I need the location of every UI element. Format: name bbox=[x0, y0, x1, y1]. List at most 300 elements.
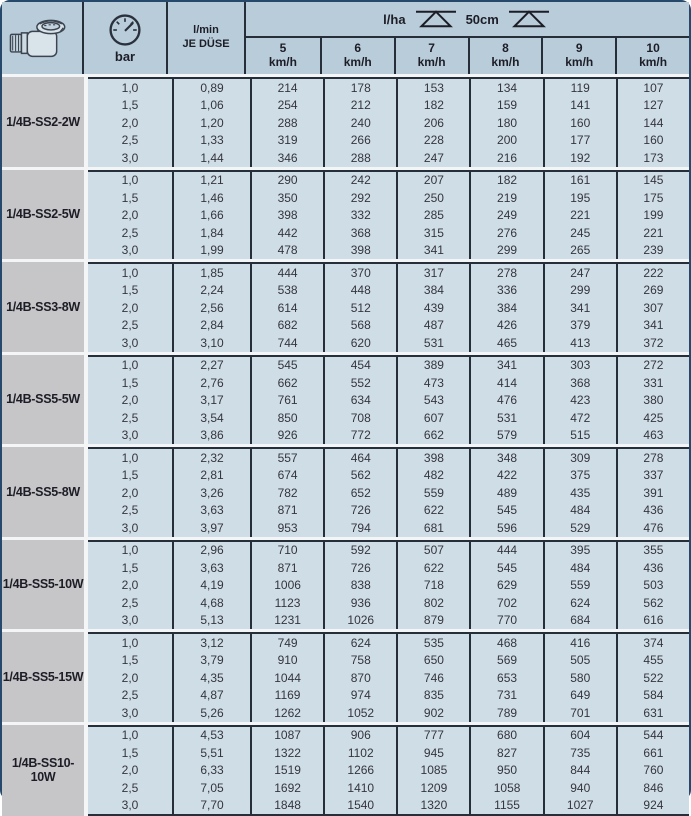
lha-value-cell: 871 bbox=[250, 559, 323, 577]
lha-value-cell: 468 bbox=[469, 634, 542, 652]
speed-col-header-7: 7 km/h bbox=[394, 38, 468, 74]
lha-value-cell: 680 bbox=[469, 727, 542, 745]
lha-value-cell: 503 bbox=[616, 577, 689, 595]
lha-value-cell: 682 bbox=[250, 317, 323, 335]
flow-value-cell: 1,85 bbox=[172, 264, 250, 282]
flow-value-cell: 3,97 bbox=[172, 519, 250, 537]
lha-value-cell: 760 bbox=[616, 762, 689, 780]
table-body bbox=[2, 77, 689, 816]
lha-value-cell: 620 bbox=[323, 334, 396, 352]
speed-col-header-6: 6 km/h bbox=[320, 38, 394, 74]
group-data-grid bbox=[88, 77, 689, 167]
lha-value-cell: 426 bbox=[469, 317, 542, 335]
lha-value-cell: 507 bbox=[396, 542, 469, 560]
lha-value-cell: 543 bbox=[396, 392, 469, 410]
pressure-value-cell: 2,5 bbox=[88, 502, 172, 520]
lha-value-cell: 178 bbox=[323, 79, 396, 97]
lha-value-cell: 515 bbox=[543, 427, 616, 445]
lha-value-cell: 906 bbox=[323, 727, 396, 745]
lha-value-cell: 569 bbox=[469, 652, 542, 670]
lha-value-cell: 579 bbox=[469, 427, 542, 445]
pressure-value-cell: 1,0 bbox=[88, 172, 172, 190]
lha-value-cell: 398 bbox=[323, 242, 396, 260]
lha-value-cell: 380 bbox=[616, 392, 689, 410]
lha-value-cell: 545 bbox=[469, 559, 542, 577]
flow-value-cell: 1,21 bbox=[172, 172, 250, 190]
lha-value-cell: 649 bbox=[543, 687, 616, 705]
pressure-value-cell: 1,5 bbox=[88, 652, 172, 670]
lha-value-cell: 107 bbox=[616, 79, 689, 97]
lha-value-cell: 559 bbox=[543, 577, 616, 595]
lha-value-cell: 348 bbox=[469, 449, 542, 467]
lha-value-cell: 119 bbox=[543, 79, 616, 97]
lha-value-cell: 269 bbox=[616, 282, 689, 300]
lha-value-cell: 332 bbox=[323, 207, 396, 225]
pressure-value-cell: 2,0 bbox=[88, 299, 172, 317]
lha-value-cell: 173 bbox=[616, 149, 689, 167]
pressure-value-cell: 1,5 bbox=[88, 744, 172, 762]
lha-value-cell: 245 bbox=[543, 224, 616, 242]
nozzle-group bbox=[2, 170, 689, 260]
lha-value-cell: 777 bbox=[396, 727, 469, 745]
nozzle-model-label: 1/4B-SS2-2W bbox=[2, 77, 84, 167]
lha-value-cell: 622 bbox=[396, 559, 469, 577]
lha-value-cell: 844 bbox=[543, 762, 616, 780]
nozzle-model-label: 1/4B-SS5-10W bbox=[2, 540, 84, 630]
lha-value-cell: 835 bbox=[396, 687, 469, 705]
lha-value-cell: 182 bbox=[396, 97, 469, 115]
group-data-grid bbox=[88, 355, 689, 445]
lha-value-cell: 531 bbox=[469, 409, 542, 427]
lha-value-cell: 1692 bbox=[250, 779, 323, 797]
lha-value-cell: 398 bbox=[396, 449, 469, 467]
pressure-value-cell: 2,5 bbox=[88, 317, 172, 335]
lha-value-cell: 414 bbox=[469, 374, 542, 392]
lha-value-cell: 161 bbox=[543, 172, 616, 190]
lha-value-cell: 735 bbox=[543, 744, 616, 762]
group-data-grid bbox=[88, 540, 689, 630]
lha-value-cell: 484 bbox=[543, 559, 616, 577]
lha-value-cell: 350 bbox=[250, 189, 323, 207]
lha-value-cell: 368 bbox=[543, 374, 616, 392]
lha-value-cell: 160 bbox=[543, 114, 616, 132]
pressure-value-cell: 2,5 bbox=[88, 132, 172, 150]
flow-value-cell: 1,84 bbox=[172, 224, 250, 242]
flow-value-cell: 4,68 bbox=[172, 594, 250, 612]
lha-value-cell: 1155 bbox=[469, 797, 542, 815]
flow-value-cell: 1,33 bbox=[172, 132, 250, 150]
lha-value-cell: 442 bbox=[250, 224, 323, 242]
pressure-value-cell: 3,0 bbox=[88, 334, 172, 352]
lha-value-cell: 545 bbox=[469, 502, 542, 520]
pressure-value-cell: 1,0 bbox=[88, 634, 172, 652]
speed-col-header-5: 5 km/h bbox=[246, 38, 320, 74]
lha-value-cell: 827 bbox=[469, 744, 542, 762]
lha-value-cell: 535 bbox=[396, 634, 469, 652]
lha-value-cell: 278 bbox=[469, 264, 542, 282]
lha-value-cell: 701 bbox=[543, 704, 616, 722]
lha-value-cell: 299 bbox=[469, 242, 542, 260]
lha-value-cell: 846 bbox=[616, 779, 689, 797]
group-data-grid bbox=[88, 447, 689, 537]
lha-value-cell: 592 bbox=[323, 542, 396, 560]
flow-value-cell: 3,10 bbox=[172, 334, 250, 352]
lha-value-cell: 272 bbox=[616, 357, 689, 375]
flow-value-cell: 1,44 bbox=[172, 149, 250, 167]
lha-value-cell: 212 bbox=[323, 97, 396, 115]
lha-value-cell: 936 bbox=[323, 594, 396, 612]
nozzle-header-cell bbox=[2, 2, 84, 74]
lha-value-cell: 290 bbox=[250, 172, 323, 190]
lha-value-cell: 285 bbox=[396, 207, 469, 225]
lha-value-cell: 596 bbox=[469, 519, 542, 537]
pressure-value-cell: 3,0 bbox=[88, 519, 172, 537]
flow-value-cell: 3,26 bbox=[172, 484, 250, 502]
nozzle-group bbox=[2, 355, 689, 445]
lha-value-cell: 374 bbox=[616, 634, 689, 652]
lha-value-cell: 1169 bbox=[250, 687, 323, 705]
lha-value-cell: 552 bbox=[323, 374, 396, 392]
lha-value-cell: 1262 bbox=[250, 704, 323, 722]
pressure-value-cell: 1,0 bbox=[88, 449, 172, 467]
lha-value-cell: 1087 bbox=[250, 727, 323, 745]
lha-value-cell: 473 bbox=[396, 374, 469, 392]
lha-value-cell: 653 bbox=[469, 669, 542, 687]
lha-value-cell: 531 bbox=[396, 334, 469, 352]
lha-value-cell: 254 bbox=[250, 97, 323, 115]
lha-value-cell: 315 bbox=[396, 224, 469, 242]
lha-value-cell: 749 bbox=[250, 634, 323, 652]
lha-value-cell: 159 bbox=[469, 97, 542, 115]
flow-value-cell: 5,26 bbox=[172, 704, 250, 722]
pressure-unit-label: bar bbox=[115, 49, 135, 64]
pressure-value-cell: 3,0 bbox=[88, 242, 172, 260]
lha-value-cell: 629 bbox=[469, 577, 542, 595]
flow-value-cell: 1,66 bbox=[172, 207, 250, 225]
lha-value-cell: 368 bbox=[323, 224, 396, 242]
lha-value-cell: 512 bbox=[323, 299, 396, 317]
lha-value-cell: 160 bbox=[616, 132, 689, 150]
nozzle-group bbox=[2, 632, 689, 722]
flow-unit-label: l/min bbox=[193, 24, 219, 38]
flow-value-cell: 3,17 bbox=[172, 392, 250, 410]
lha-value-cell: 228 bbox=[396, 132, 469, 150]
pressure-value-cell: 1,0 bbox=[88, 264, 172, 282]
lha-value-cell: 726 bbox=[323, 559, 396, 577]
lha-value-cell: 425 bbox=[616, 409, 689, 427]
flow-value-cell: 0,89 bbox=[172, 79, 250, 97]
lha-value-cell: 278 bbox=[616, 449, 689, 467]
lha-value-cell: 375 bbox=[543, 467, 616, 485]
lha-value-cell: 144 bbox=[616, 114, 689, 132]
lha-value-cell: 222 bbox=[616, 264, 689, 282]
lha-value-cell: 1027 bbox=[543, 797, 616, 815]
lha-value-cell: 1410 bbox=[323, 779, 396, 797]
flow-value-cell: 3,63 bbox=[172, 559, 250, 577]
lha-value-cell: 242 bbox=[323, 172, 396, 190]
lha-value-cell: 307 bbox=[616, 299, 689, 317]
lha-value-cell: 1320 bbox=[396, 797, 469, 815]
pressure-value-cell: 1,5 bbox=[88, 189, 172, 207]
lha-value-cell: 1266 bbox=[323, 762, 396, 780]
lha-value-cell: 580 bbox=[543, 669, 616, 687]
pressure-gauge-icon bbox=[107, 12, 143, 48]
lha-header-cell bbox=[246, 2, 689, 38]
lha-value-cell: 505 bbox=[543, 652, 616, 670]
lha-value-cell: 910 bbox=[250, 652, 323, 670]
lha-value-cell: 652 bbox=[323, 484, 396, 502]
lha-value-cell: 708 bbox=[323, 409, 396, 427]
lha-value-cell: 562 bbox=[616, 594, 689, 612]
pressure-value-cell: 1,5 bbox=[88, 559, 172, 577]
flow-header-cell bbox=[168, 2, 246, 74]
lha-value-cell: 346 bbox=[250, 149, 323, 167]
flow-value-cell: 1,99 bbox=[172, 242, 250, 260]
lha-value-cell: 1052 bbox=[323, 704, 396, 722]
flow-value-cell: 4,53 bbox=[172, 727, 250, 745]
pressure-value-cell: 1,5 bbox=[88, 467, 172, 485]
lha-value-cell: 559 bbox=[396, 484, 469, 502]
lha-value-cell: 182 bbox=[469, 172, 542, 190]
flow-value-cell: 2,27 bbox=[172, 357, 250, 375]
lha-value-cell: 484 bbox=[543, 502, 616, 520]
lha-value-cell: 772 bbox=[323, 427, 396, 445]
flow-value-cell: 4,87 bbox=[172, 687, 250, 705]
lha-value-cell: 710 bbox=[250, 542, 323, 560]
pressure-value-cell: 2,0 bbox=[88, 762, 172, 780]
lha-value-cell: 391 bbox=[616, 484, 689, 502]
speed-header-row bbox=[246, 38, 689, 74]
lha-value-cell: 879 bbox=[396, 612, 469, 630]
pressure-value-cell: 2,0 bbox=[88, 207, 172, 225]
lha-value-cell: 614 bbox=[250, 299, 323, 317]
lha-value-cell: 247 bbox=[543, 264, 616, 282]
lha-value-cell: 1209 bbox=[396, 779, 469, 797]
flow-value-cell: 6,33 bbox=[172, 762, 250, 780]
speed-col-header-10: 10 km/h bbox=[615, 38, 689, 74]
pressure-value-cell: 3,0 bbox=[88, 797, 172, 815]
lha-value-cell: 303 bbox=[543, 357, 616, 375]
lha-value-cell: 616 bbox=[616, 612, 689, 630]
group-data-grid bbox=[88, 170, 689, 260]
pressure-value-cell: 1,5 bbox=[88, 374, 172, 392]
lha-value-cell: 622 bbox=[396, 502, 469, 520]
lha-value-cell: 247 bbox=[396, 149, 469, 167]
flow-value-cell: 4,35 bbox=[172, 669, 250, 687]
lha-value-cell: 240 bbox=[323, 114, 396, 132]
lha-value-cell: 731 bbox=[469, 687, 542, 705]
lha-value-cell: 448 bbox=[323, 282, 396, 300]
lha-value-cell: 341 bbox=[469, 357, 542, 375]
flow-value-cell: 1,06 bbox=[172, 97, 250, 115]
pressure-value-cell: 2,5 bbox=[88, 594, 172, 612]
lha-value-cell: 662 bbox=[250, 374, 323, 392]
lha-value-cell: 684 bbox=[543, 612, 616, 630]
lha-value-cell: 1102 bbox=[323, 744, 396, 762]
lha-value-cell: 522 bbox=[616, 669, 689, 687]
lha-value-cell: 871 bbox=[250, 502, 323, 520]
lha-value-cell: 265 bbox=[543, 242, 616, 260]
group-data-grid bbox=[88, 262, 689, 352]
lha-value-cell: 1058 bbox=[469, 779, 542, 797]
lha-value-cell: 544 bbox=[616, 727, 689, 745]
pressure-value-cell: 2,0 bbox=[88, 392, 172, 410]
lha-value-cell: 974 bbox=[323, 687, 396, 705]
lha-value-cell: 299 bbox=[543, 282, 616, 300]
pressure-value-cell: 2,5 bbox=[88, 687, 172, 705]
pressure-value-cell: 2,0 bbox=[88, 577, 172, 595]
lha-value-cell: 221 bbox=[616, 224, 689, 242]
nozzle-group bbox=[2, 540, 689, 630]
lha-value-cell: 489 bbox=[469, 484, 542, 502]
lha-value-cell: 702 bbox=[469, 594, 542, 612]
lha-value-cell: 317 bbox=[396, 264, 469, 282]
lha-value-cell: 1006 bbox=[250, 577, 323, 595]
lha-label: l/ha bbox=[383, 12, 405, 27]
lha-value-cell: 250 bbox=[396, 189, 469, 207]
pressure-value-cell: 1,5 bbox=[88, 282, 172, 300]
lha-value-cell: 463 bbox=[616, 427, 689, 445]
lha-value-cell: 718 bbox=[396, 577, 469, 595]
lha-value-cell: 435 bbox=[543, 484, 616, 502]
pressure-value-cell: 2,0 bbox=[88, 669, 172, 687]
lha-value-cell: 607 bbox=[396, 409, 469, 427]
lha-value-cell: 439 bbox=[396, 299, 469, 317]
lha-value-cell: 395 bbox=[543, 542, 616, 560]
lha-value-cell: 455 bbox=[616, 652, 689, 670]
lha-value-cell: 789 bbox=[469, 704, 542, 722]
lha-value-cell: 1322 bbox=[250, 744, 323, 762]
lha-value-cell: 1026 bbox=[323, 612, 396, 630]
lha-value-cell: 398 bbox=[250, 207, 323, 225]
flow-value-cell: 7,70 bbox=[172, 797, 250, 815]
lha-value-cell: 389 bbox=[396, 357, 469, 375]
lha-value-cell: 631 bbox=[616, 704, 689, 722]
lha-value-cell: 945 bbox=[396, 744, 469, 762]
lha-value-cell: 134 bbox=[469, 79, 542, 97]
lha-value-cell: 661 bbox=[616, 744, 689, 762]
lha-value-cell: 926 bbox=[250, 427, 323, 445]
lha-value-cell: 216 bbox=[469, 149, 542, 167]
pressure-value-cell: 2,5 bbox=[88, 224, 172, 242]
lha-value-cell: 464 bbox=[323, 449, 396, 467]
lha-value-cell: 562 bbox=[323, 467, 396, 485]
pressure-value-cell: 3,0 bbox=[88, 612, 172, 630]
flow-value-cell: 2,84 bbox=[172, 317, 250, 335]
pressure-value-cell: 1,0 bbox=[88, 727, 172, 745]
lha-value-cell: 557 bbox=[250, 449, 323, 467]
nozzle-group bbox=[2, 262, 689, 352]
lha-value-cell: 454 bbox=[323, 357, 396, 375]
flow-value-cell: 7,05 bbox=[172, 779, 250, 797]
flow-value-cell: 5,13 bbox=[172, 612, 250, 630]
lha-value-cell: 568 bbox=[323, 317, 396, 335]
lha-value-cell: 472 bbox=[543, 409, 616, 427]
flow-value-cell: 3,12 bbox=[172, 634, 250, 652]
lha-value-cell: 761 bbox=[250, 392, 323, 410]
lha-value-cell: 1085 bbox=[396, 762, 469, 780]
lha-value-cell: 276 bbox=[469, 224, 542, 242]
lha-value-cell: 221 bbox=[543, 207, 616, 225]
pressure-value-cell: 2,5 bbox=[88, 779, 172, 797]
spray-triangle-icon bbox=[413, 9, 459, 29]
lha-value-cell: 476 bbox=[616, 519, 689, 537]
nozzle-group bbox=[2, 447, 689, 537]
group-data-grid bbox=[88, 632, 689, 722]
pressure-header-cell bbox=[84, 2, 168, 74]
pressure-value-cell: 1,0 bbox=[88, 542, 172, 560]
lha-value-cell: 465 bbox=[469, 334, 542, 352]
pressure-value-cell: 2,5 bbox=[88, 409, 172, 427]
lha-value-cell: 370 bbox=[323, 264, 396, 282]
flow-value-cell: 1,20 bbox=[172, 114, 250, 132]
lha-value-cell: 141 bbox=[543, 97, 616, 115]
lha-value-cell: 1848 bbox=[250, 797, 323, 815]
lha-value-cell: 341 bbox=[543, 299, 616, 317]
flow-value-cell: 2,81 bbox=[172, 467, 250, 485]
lha-value-cell: 337 bbox=[616, 467, 689, 485]
flow-value-cell: 3,86 bbox=[172, 427, 250, 445]
lha-value-cell: 292 bbox=[323, 189, 396, 207]
flow-value-cell: 3,54 bbox=[172, 409, 250, 427]
lha-value-cell: 634 bbox=[323, 392, 396, 410]
flow-value-cell: 2,96 bbox=[172, 542, 250, 560]
lha-value-cell: 545 bbox=[250, 357, 323, 375]
lha-value-cell: 674 bbox=[250, 467, 323, 485]
lha-value-cell: 529 bbox=[543, 519, 616, 537]
speed-col-header-8: 8 km/h bbox=[468, 38, 542, 74]
lha-value-cell: 249 bbox=[469, 207, 542, 225]
lha-value-cell: 476 bbox=[469, 392, 542, 410]
nozzle-model-label: 1/4B-SS3-8W bbox=[2, 262, 84, 352]
lha-value-cell: 436 bbox=[616, 559, 689, 577]
lha-value-cell: 782 bbox=[250, 484, 323, 502]
lha-value-cell: 127 bbox=[616, 97, 689, 115]
lha-value-cell: 319 bbox=[250, 132, 323, 150]
lha-value-cell: 266 bbox=[323, 132, 396, 150]
lha-value-cell: 384 bbox=[396, 282, 469, 300]
spray-triangle-icon bbox=[506, 9, 552, 29]
nozzle-group bbox=[2, 725, 689, 816]
lha-value-cell: 413 bbox=[543, 334, 616, 352]
nozzle-model-label: 1/4B-SS5-8W bbox=[2, 447, 84, 537]
pressure-value-cell: 1,0 bbox=[88, 79, 172, 97]
flow-value-cell: 2,24 bbox=[172, 282, 250, 300]
lha-value-cell: 416 bbox=[543, 634, 616, 652]
group-data-grid bbox=[88, 725, 689, 816]
lha-value-cell: 436 bbox=[616, 502, 689, 520]
lha-value-cell: 180 bbox=[469, 114, 542, 132]
lha-value-cell: 214 bbox=[250, 79, 323, 97]
lha-value-cell: 838 bbox=[323, 577, 396, 595]
lha-value-cell: 153 bbox=[396, 79, 469, 97]
pressure-value-cell: 2,0 bbox=[88, 484, 172, 502]
lha-value-cell: 423 bbox=[543, 392, 616, 410]
speed-col-header-9: 9 km/h bbox=[541, 38, 615, 74]
table-header bbox=[2, 2, 689, 74]
pressure-value-cell: 3,0 bbox=[88, 427, 172, 445]
lha-value-cell: 681 bbox=[396, 519, 469, 537]
lha-value-cell: 384 bbox=[469, 299, 542, 317]
lha-value-cell: 487 bbox=[396, 317, 469, 335]
lha-value-cell: 650 bbox=[396, 652, 469, 670]
lha-value-cell: 219 bbox=[469, 189, 542, 207]
lha-value-cell: 207 bbox=[396, 172, 469, 190]
lha-value-cell: 331 bbox=[616, 374, 689, 392]
lha-value-cell: 1519 bbox=[250, 762, 323, 780]
lha-value-cell: 538 bbox=[250, 282, 323, 300]
lha-value-cell: 584 bbox=[616, 687, 689, 705]
